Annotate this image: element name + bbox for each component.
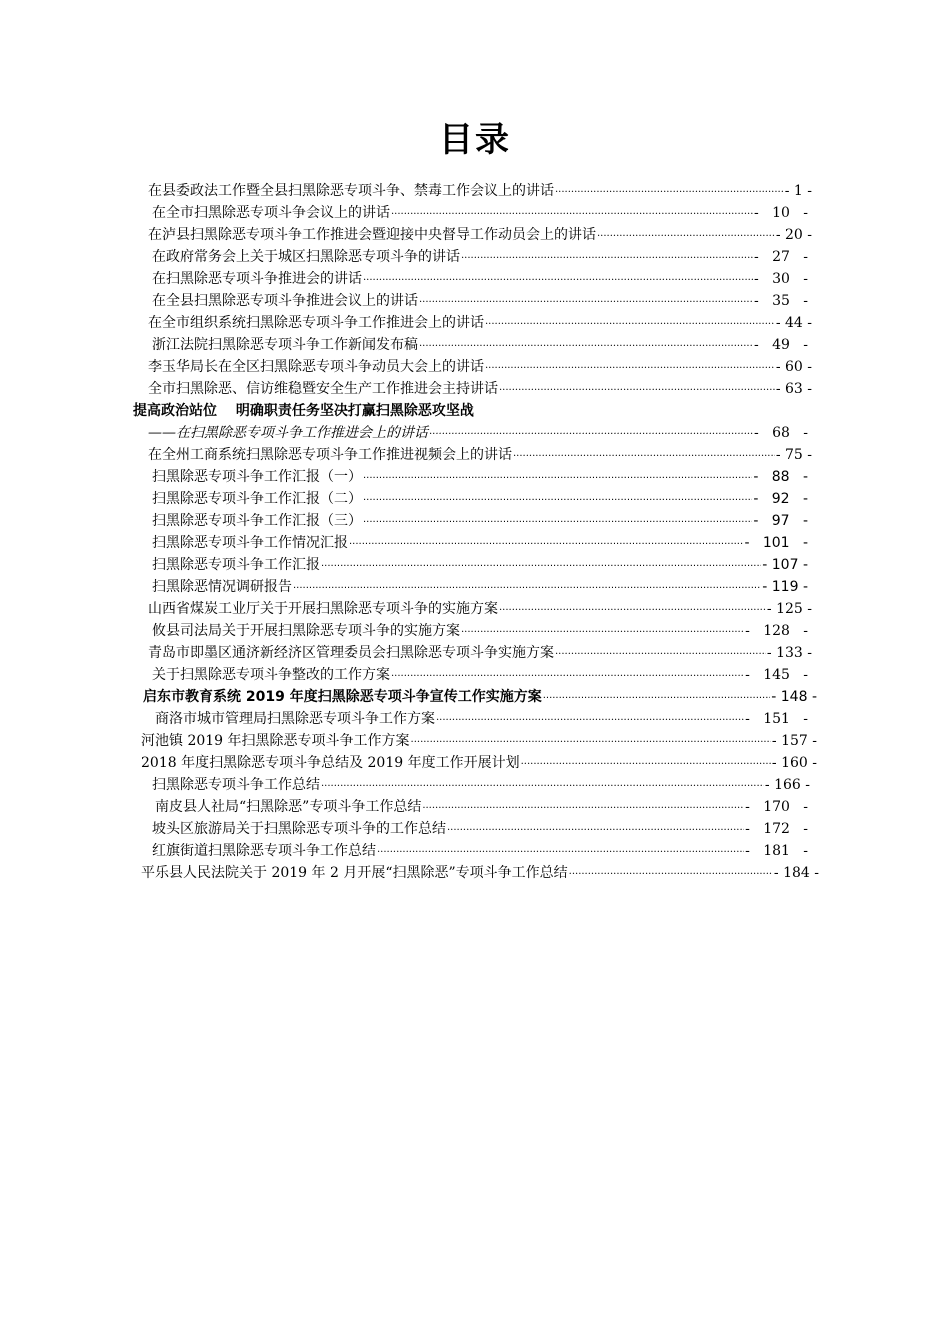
dot-leader	[293, 578, 761, 596]
toc-entry-title: 扫黑除恶专项斗争工作汇报	[152, 557, 320, 573]
toc-entry-title: 浙江法院扫黑除恶专项斗争工作新闻发布稿	[152, 337, 418, 353]
toc-entry-page: - 20 -	[775, 227, 812, 243]
toc-entry[interactable]	[148, 442, 812, 464]
toc-entry-title: 攸县司法局关于开展扫黑除恶专项斗争的实施方案	[152, 623, 460, 639]
toc-entry-page: - 75 -	[775, 447, 812, 463]
toc-entry-page: - 92 -	[753, 491, 808, 507]
dot-leader	[363, 490, 752, 508]
toc-entry-title: 在全市组织系统扫黑除恶专项斗争工作推进会上的讲话	[148, 315, 484, 331]
toc-entry-page: - 44 -	[775, 315, 812, 331]
toc-entry-title: 河池镇 2019 年扫黑除恶专项斗争工作方案	[141, 733, 410, 749]
dot-leader	[321, 776, 764, 794]
toc-entry-page: - 148 -	[771, 689, 817, 705]
toc-entry[interactable]	[155, 706, 808, 728]
toc-entry-page: - 88 -	[753, 469, 808, 485]
toc-entry-page: - 166 -	[764, 777, 810, 793]
toc-entry-page: - 125 -	[766, 601, 812, 617]
toc-entry-page: - 181 -	[745, 843, 808, 859]
toc-entry-page: - 133 -	[766, 645, 812, 661]
toc-entry-page: - 170 -	[745, 799, 808, 815]
toc-entry[interactable]	[152, 486, 808, 508]
toc-entry[interactable]	[148, 178, 812, 200]
toc-entry-page: - 172 -	[745, 821, 808, 837]
toc-entry-page: - 119 -	[762, 579, 808, 595]
toc-entry-page: - 145 -	[745, 667, 808, 683]
toc-entry[interactable]	[152, 266, 808, 288]
toc-entry-title: 红旗街道扫黑除恶专项斗争工作总结	[152, 843, 376, 859]
dot-leader	[377, 842, 744, 860]
toc-entry-page: - 35 -	[754, 293, 808, 309]
dot-leader	[363, 468, 752, 486]
toc-entry-title: 关于扫黑除恶专项斗争整改的工作方案	[152, 667, 390, 683]
toc-entry[interactable]	[152, 200, 808, 222]
dot-leader	[485, 314, 775, 332]
toc-entry[interactable]	[148, 420, 808, 442]
dot-leader	[597, 226, 775, 244]
toc-entry-title: 南皮县人社局“扫黑除恶”专项斗争工作总结	[155, 799, 422, 815]
toc-entry-title: 山西省煤炭工业厅关于开展扫黑除恶专项斗争的实施方案	[148, 601, 498, 617]
dot-leader	[436, 710, 744, 728]
toc-entry-title: 启东市教育系统 2019 年度扫黑除恶专项斗争宣传工作实施方案	[143, 689, 542, 705]
toc-entry-title: 扫黑除恶专项斗争工作总结	[152, 777, 320, 793]
toc-entry-title: 在全市扫黑除恶专项斗争会议上的讲话	[152, 205, 390, 221]
page-title: 目录	[439, 120, 511, 160]
toc-entry-title: 扫黑除恶专项斗争工作汇报（三）	[152, 513, 362, 529]
toc-entry[interactable]	[152, 838, 808, 860]
toc-entry[interactable]	[152, 244, 808, 266]
dot-leader	[447, 820, 744, 838]
dot-leader	[555, 182, 784, 200]
dot-leader	[391, 666, 744, 684]
toc-entry-page: - 128 -	[745, 623, 808, 639]
toc-entry[interactable]	[152, 772, 810, 794]
toc-entry[interactable]	[141, 860, 819, 882]
toc-entry-page: - 184 -	[773, 865, 819, 881]
toc-entry-page: - 30 -	[754, 271, 808, 287]
toc-entry[interactable]	[148, 222, 812, 244]
dot-leader	[363, 512, 752, 530]
toc-entry[interactable]	[148, 376, 812, 398]
toc-entry[interactable]	[155, 794, 808, 816]
toc-entry[interactable]	[152, 530, 808, 552]
dot-leader	[499, 380, 775, 398]
dot-leader	[543, 688, 771, 706]
dot-leader	[429, 424, 753, 442]
toc-entry-title: 2018 年度扫黑除恶专项斗争总结及 2019 年度工作开展计划	[141, 755, 520, 771]
toc-entry-title: 在县委政法工作暨全县扫黑除恶专项斗争、禁毒工作会议上的讲话	[148, 183, 554, 199]
toc-entry-page: - 97 -	[753, 513, 808, 529]
toc-entry-title: 全市扫黑除恶、信访维稳暨安全生产工作推进会主持讲话	[148, 381, 498, 397]
dot-leader	[485, 358, 775, 376]
toc-entry[interactable]	[152, 508, 808, 530]
toc-entry[interactable]	[152, 574, 808, 596]
toc-entry-page: - 151 -	[745, 711, 808, 727]
toc-entry-page: - 101 -	[744, 535, 808, 551]
toc-entry[interactable]	[143, 684, 817, 706]
toc-entry[interactable]	[152, 618, 808, 640]
toc-entry-title: 在泸县扫黑除恶专项斗争工作推进会暨迎接中央督导工作动员会上的讲话	[148, 227, 596, 243]
toc-entry-page: - 49 -	[754, 337, 808, 353]
dot-leader	[513, 446, 775, 464]
toc-entry-title: 提高政治站位 明确职责任务坚决打赢扫黑除恶攻坚战	[133, 403, 474, 419]
dot-leader	[555, 644, 766, 662]
toc-entry-title: 在全县扫黑除恶专项斗争推进会议上的讲话	[152, 293, 418, 309]
toc-entry-page: - 1 -	[784, 183, 812, 199]
toc-entry[interactable]	[148, 640, 812, 662]
toc-entry[interactable]	[148, 596, 812, 618]
toc-entry-title: 扫黑除恶专项斗争工作汇报（一）	[152, 469, 362, 485]
toc-entry[interactable]	[152, 288, 808, 310]
toc-entry-title: 在扫黑除恶专项斗争推进会的讲话	[152, 271, 362, 287]
toc-entry[interactable]	[152, 662, 808, 684]
toc-entry-title: 在全州工商系统扫黑除恶专项斗争工作推进视频会上的讲话	[148, 447, 512, 463]
dot-leader	[419, 292, 753, 310]
toc-entry-title: 商洛市城市管理局扫黑除恶专项斗争工作方案	[155, 711, 435, 727]
dot-leader	[461, 248, 753, 266]
dot-leader	[349, 534, 743, 552]
toc-entry[interactable]	[141, 750, 817, 772]
toc-entry-page: - 63 -	[775, 381, 812, 397]
toc-entry[interactable]	[141, 728, 817, 750]
toc-entry[interactable]	[152, 552, 808, 574]
toc-entry[interactable]	[148, 354, 812, 376]
dot-leader	[461, 622, 744, 640]
toc-entry[interactable]	[152, 816, 808, 838]
dot-leader	[321, 556, 761, 574]
dot-leader	[422, 798, 744, 816]
toc-heading[interactable]	[133, 398, 693, 420]
dot-leader	[521, 754, 771, 772]
toc-entry[interactable]	[152, 464, 808, 486]
toc-entry-title: 坡头区旅游局关于扫黑除恶专项斗争的工作总结	[152, 821, 446, 837]
toc-entry-page: - 27 -	[754, 249, 808, 265]
dot-leader	[569, 864, 773, 882]
toc-entry-page: - 68 -	[754, 425, 808, 441]
toc-entry[interactable]	[152, 332, 808, 354]
dot-leader	[419, 336, 753, 354]
toc-entry-page: - 10 -	[754, 205, 808, 221]
toc-entry-title: 扫黑除恶专项斗争工作汇报（二）	[152, 491, 362, 507]
toc-entry-page: - 60 -	[775, 359, 812, 375]
toc-entry-title: ——在扫黑除恶专项斗争工作推进会上的讲话	[148, 425, 428, 441]
dot-leader	[411, 732, 771, 750]
toc-entry-title: 李玉华局长在全区扫黑除恶专项斗争动员大会上的讲话	[148, 359, 484, 375]
dot-leader	[363, 270, 753, 288]
toc-entry[interactable]	[148, 310, 812, 332]
dot-leader	[499, 600, 766, 618]
toc-entry-page: - 160 -	[771, 755, 817, 771]
toc-entry-page: - 107 -	[762, 557, 808, 573]
toc-entry-title: 扫黑除恶专项斗争工作情况汇报	[152, 535, 348, 551]
toc-entry-title: 青岛市即墨区通济新经济区管理委员会扫黑除恶专项斗争实施方案	[148, 645, 554, 661]
toc-entry-page: - 157 -	[771, 733, 817, 749]
toc-entry-title: 在政府常务会上关于城区扫黑除恶专项斗争的讲话	[152, 249, 460, 265]
dot-leader	[391, 204, 753, 222]
toc-entry-title: 平乐县人民法院关于 2019 年 2 月开展“扫黑除恶”专项斗争工作总结	[141, 865, 568, 881]
toc-entry-title: 扫黑除恶情况调研报告	[152, 579, 292, 595]
